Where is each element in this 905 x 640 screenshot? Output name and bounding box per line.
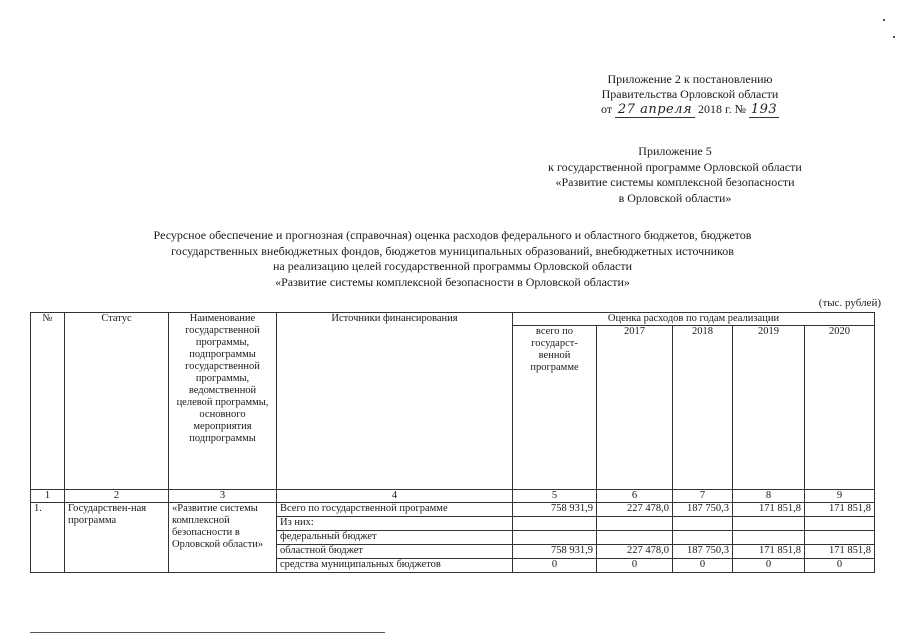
appendix2-header xyxy=(520,72,860,118)
row-2019: 0 xyxy=(733,559,805,573)
row-2018 xyxy=(673,517,733,531)
year-label: 2018 г. № xyxy=(698,102,747,116)
row-2020: 171 851,8 xyxy=(805,503,875,517)
appendix2-date-line xyxy=(520,102,860,118)
header-2020: 2020 xyxy=(805,326,875,490)
scan-speck xyxy=(893,36,895,38)
page-divider xyxy=(30,632,385,633)
row-number: 1. xyxy=(31,503,65,573)
header-2019: 2019 xyxy=(733,326,805,490)
row-2017 xyxy=(597,517,673,531)
header-total: всего по государст-венной программе xyxy=(513,326,597,490)
appendix2-line1: Приложение 2 к постановлению xyxy=(607,72,773,86)
row-2019 xyxy=(733,531,805,545)
row-2017: 0 xyxy=(597,559,673,573)
column-number-row xyxy=(31,490,875,503)
expenses-table xyxy=(30,312,875,573)
row-2020 xyxy=(805,531,875,545)
appendix5-line2: к государственной программе Орловской области xyxy=(548,159,802,174)
document-title xyxy=(40,228,865,290)
table-row xyxy=(31,503,875,517)
column-number: 3 xyxy=(169,490,277,503)
from-label: от xyxy=(600,102,613,116)
column-number: 6 xyxy=(597,490,673,503)
row-2020: 0 xyxy=(805,559,875,573)
column-number: 4 xyxy=(277,490,513,503)
row-source: средства муниципальных бюджетов xyxy=(277,559,513,573)
column-number: 8 xyxy=(733,490,805,503)
row-2019: 171 851,8 xyxy=(733,545,805,559)
handwritten-date: 27 апреля xyxy=(615,102,695,118)
row-total: 758 931,9 xyxy=(513,545,597,559)
row-total: 758 931,9 xyxy=(513,503,597,517)
row-2018: 187 750,3 xyxy=(673,503,733,517)
title-line3: на реализацию целей государственной программы Орловской области xyxy=(272,259,633,273)
units-label: (тыс. рублей) xyxy=(818,297,881,309)
row-2017: 227 478,0 xyxy=(597,503,673,517)
row-source: Всего по государственной программе xyxy=(277,503,513,517)
row-program-name: «Развитие системы комплексной безопасности в Орловской области» xyxy=(169,503,277,573)
header-2018: 2018 xyxy=(673,326,733,490)
handwritten-number: 193 xyxy=(750,102,778,117)
row-2018: 0 xyxy=(673,559,733,573)
appendix5-line3: «Развитие системы комплексной безопасности xyxy=(555,175,795,189)
header-source: Источники финансирования xyxy=(277,313,513,490)
row-total xyxy=(513,531,597,545)
appendix5-line4: в Орловской области» xyxy=(618,190,732,205)
row-source: областной бюджет xyxy=(277,545,513,559)
title-line4: «Развитие системы комплексной безопасности в Орловской области» xyxy=(275,274,630,289)
row-source: Из них: xyxy=(277,517,513,531)
title-line1: Ресурсное обеспечение и прогнозная (справочная) оценка расходов федерального и областного бюджетов, бюджетов xyxy=(153,228,752,242)
row-total: 0 xyxy=(513,559,597,573)
appendix2-line2: Правительства Орловской области xyxy=(601,87,779,101)
appendix5-header xyxy=(470,144,880,206)
header-status: Статус xyxy=(65,313,169,490)
row-2020: 171 851,8 xyxy=(805,545,875,559)
row-2018 xyxy=(673,531,733,545)
column-number: 7 xyxy=(673,490,733,503)
header-name: Наименование государственной программы, подпрограммы государственной программы, ведомственной целевой программы, основного мероприятия подпрограммы xyxy=(169,313,277,490)
row-source: федеральный бюджет xyxy=(277,531,513,545)
row-2019: 171 851,8 xyxy=(733,503,805,517)
row-2017: 227 478,0 xyxy=(597,545,673,559)
column-number: 9 xyxy=(805,490,875,503)
appendix5-line1: Приложение 5 xyxy=(638,144,712,158)
column-number: 2 xyxy=(65,490,169,503)
row-total xyxy=(513,517,597,531)
row-2018: 187 750,3 xyxy=(673,545,733,559)
row-2020 xyxy=(805,517,875,531)
header-num: № xyxy=(31,313,65,490)
row-2017 xyxy=(597,531,673,545)
column-number: 5 xyxy=(513,490,597,503)
row-status: Государствен-ная программа xyxy=(65,503,169,573)
header-estimate: Оценка расходов по годам реализации xyxy=(513,313,875,326)
header-2017: 2017 xyxy=(597,326,673,490)
scan-speck xyxy=(883,19,885,21)
column-number: 1 xyxy=(31,490,65,503)
title-line2: государственных внебюджетных фондов, бюджетов муниципальных образований, внебюджетных источников xyxy=(171,243,734,258)
row-2019 xyxy=(733,517,805,531)
